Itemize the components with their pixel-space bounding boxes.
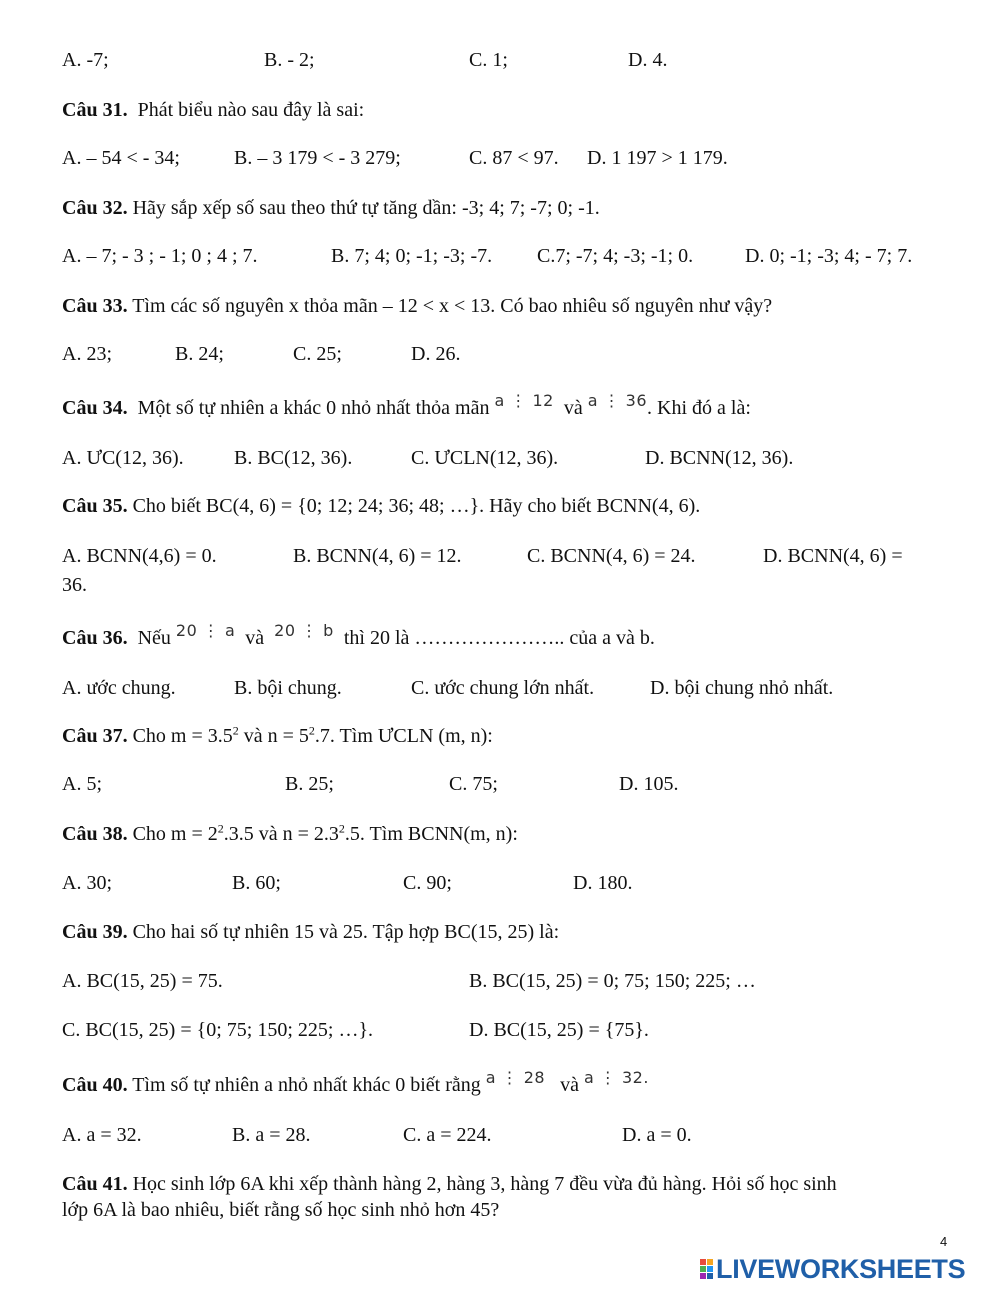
question-text: . Khi đó a là: [647, 397, 751, 419]
page-number: 4 [940, 1234, 948, 1249]
question-label: Câu 35. [62, 495, 128, 517]
divisibility-expression: a ⋮ 28 [485, 1068, 546, 1087]
question-label: Câu 39. [62, 921, 128, 943]
question-35 [62, 494, 700, 518]
q30-option-a: A. -7; [62, 49, 109, 71]
question-label: Câu 41. [62, 1173, 128, 1195]
q40-option-d: D. a = 0. [622, 1124, 692, 1146]
question-31 [62, 98, 364, 122]
q40-option-b: B. a = 28. [232, 1124, 311, 1146]
exponent: 2 [217, 821, 224, 836]
question-text: Cho m = 3.5 [132, 725, 233, 747]
question-label: Câu 38. [62, 823, 128, 845]
divisibility-expression: a ⋮ 12 [494, 391, 554, 410]
q39-option-c: C. BC(15, 25) = {0; 75; 150; 225; …}. [62, 1019, 374, 1041]
logo-square [707, 1266, 713, 1272]
question-text: Phát biểu nào sau đây là sai: [137, 99, 365, 121]
question-label: Câu 37. [62, 725, 128, 747]
q30-option-b: B. - 2; [264, 49, 315, 71]
q39-option-a: A. BC(15, 25) = 75. [62, 970, 223, 992]
q34-option-a: A. ƯC(12, 36). [62, 447, 184, 469]
question-text: Nếu [137, 627, 171, 649]
question-37 [62, 724, 493, 748]
question-39 [62, 920, 559, 944]
question-text: Tìm các số nguyên x thỏa mãn – 12 < x < 13. Có bao nhiêu số nguyên như vậy? [132, 295, 773, 317]
q37-option-c: C. 75; [449, 773, 498, 795]
q39-option-d: D. BC(15, 25) = {75}. [469, 1019, 649, 1041]
question-label: Câu 34. [62, 397, 128, 419]
question-label: Câu 40. [62, 1074, 128, 1096]
q35-option-d: D. BCNN(4, 6) = [763, 545, 903, 567]
divisibility-expression: 20 ⋮ a [175, 621, 236, 640]
q38-option-c: C. 90; [403, 872, 452, 894]
conjunction: và [563, 397, 583, 419]
q36-option-a: A. ước chung. [62, 677, 176, 699]
q33-option-d: D. 26. [411, 343, 461, 365]
q40-option-c: C. a = 224. [403, 1124, 492, 1146]
q32-option-c: C.7; -7; 4; -3; -1; 0. [537, 245, 694, 267]
q33-option-a: A. 23; [62, 343, 112, 365]
question-32 [62, 196, 600, 220]
question-38 [62, 822, 518, 846]
question-text: và n = 5 [238, 725, 309, 747]
q32-option-b: B. 7; 4; 0; -1; -3; -7. [331, 245, 493, 267]
exponent: 2 [232, 723, 239, 738]
q32-option-d: D. 0; -1; -3; 4; - 7; 7. [745, 245, 913, 267]
logo-square [700, 1259, 706, 1265]
q33-option-c: C. 25; [293, 343, 342, 365]
q34-option-b: B. BC(12, 36). [234, 447, 353, 469]
q38-option-d: D. 180. [573, 872, 633, 894]
liveworksheets-logo [700, 1254, 965, 1284]
q33-option-b: B. 24; [175, 343, 224, 365]
question-text: Tìm số tự nhiên a nhỏ nhất khác 0 biết rằng [132, 1074, 481, 1096]
question-text: Hãy sắp xếp số sau theo thứ tự tăng dần: -3; 4; 7; -7; 0; -1. [132, 197, 600, 219]
question-text: Cho biết BC(4, 6) = {0; 12; 24; 36; 48; …}. Hãy cho biết BCNN(4, 6). [132, 495, 701, 517]
q31-option-b: B. – 3 179 < - 3 279; [234, 147, 401, 169]
q39-option-b: B. BC(15, 25) = 0; 75; 150; 225; … [469, 970, 756, 992]
q34-option-c: C. ƯCLN(12, 36). [411, 447, 559, 469]
q36-option-c: C. ước chung lớn nhất. [411, 677, 595, 699]
q36-option-b: B. bội chung. [234, 677, 342, 699]
q38-option-a: A. 30; [62, 872, 112, 894]
question-40 [62, 1068, 649, 1098]
divisibility-expression: a ⋮ 36 [587, 391, 648, 410]
question-text: Một số tự nhiên a khác 0 nhỏ nhất thỏa mãn [137, 397, 490, 419]
logo-square [707, 1259, 713, 1265]
question-41 [62, 1172, 837, 1196]
q36-option-d: D. bội chung nhỏ nhất. [650, 677, 834, 699]
q35-option-d-continued: 36. [62, 574, 87, 596]
q31-option-a: A. – 54 < - 34; [62, 147, 180, 169]
q30-option-d: D. 4. [628, 49, 668, 71]
question-text: Học sinh lớp 6A khi xếp thành hàng 2, hàng 3, hàng 7 đều vừa đủ hàng. Hỏi số học sinh [132, 1173, 837, 1195]
question-41-continued: lớp 6A là bao nhiêu, biết rằng số học sinh nhỏ hơn 45? [62, 1199, 500, 1221]
divisibility-expression: a ⋮ 32. [584, 1068, 649, 1087]
question-text: Cho m = 2 [132, 823, 218, 845]
question-text: .5. Tìm BCNN(m, n): [344, 823, 518, 845]
q35-option-c: C. BCNN(4, 6) = 24. [527, 545, 696, 567]
logo-square [707, 1273, 713, 1279]
exponent: 2 [308, 723, 315, 738]
question-text: Cho hai số tự nhiên 15 và 25. Tập hợp BC(15, 25) là: [132, 921, 560, 943]
question-36 [62, 621, 655, 651]
q38-option-b: B. 60; [232, 872, 281, 894]
question-label: Câu 33. [62, 295, 128, 317]
q37-option-d: D. 105. [619, 773, 679, 795]
q31-option-c: C. 87 < 97. [469, 147, 559, 169]
q37-option-b: B. 25; [285, 773, 334, 795]
q34-option-d: D. BCNN(12, 36). [645, 447, 794, 469]
conjunction: và [245, 627, 265, 649]
question-text: .7. Tìm ƯCLN (m, n): [314, 725, 493, 747]
q30-option-c: C. 1; [469, 49, 508, 71]
logo-square [700, 1266, 706, 1272]
q37-option-a: A. 5; [62, 773, 102, 795]
logo-icon [700, 1259, 713, 1279]
logo-square [700, 1273, 706, 1279]
q35-option-b: B. BCNN(4, 6) = 12. [293, 545, 462, 567]
exponent: 2 [338, 821, 345, 836]
logo-text: LIVEWORKSHEETS [716, 1253, 966, 1284]
question-text: thì 20 là ………………….. của a và b. [343, 627, 655, 649]
question-34 [62, 391, 751, 421]
question-label: Câu 32. [62, 197, 128, 219]
conjunction: và [560, 1074, 579, 1096]
divisibility-expression: 20 ⋮ b [274, 621, 334, 640]
q40-option-a: A. a = 32. [62, 1124, 142, 1146]
question-label: Câu 31. [62, 99, 128, 121]
question-text: .3.5 và n = 2.3 [223, 823, 339, 845]
question-33 [62, 294, 772, 318]
question-label: Câu 36. [62, 627, 128, 649]
q31-option-d: D. 1 197 > 1 179. [587, 147, 728, 169]
q35-option-a: A. BCNN(4,6) = 0. [62, 545, 217, 567]
q32-option-a: A. – 7; - 3 ; - 1; 0 ; 4 ; 7. [62, 245, 258, 267]
